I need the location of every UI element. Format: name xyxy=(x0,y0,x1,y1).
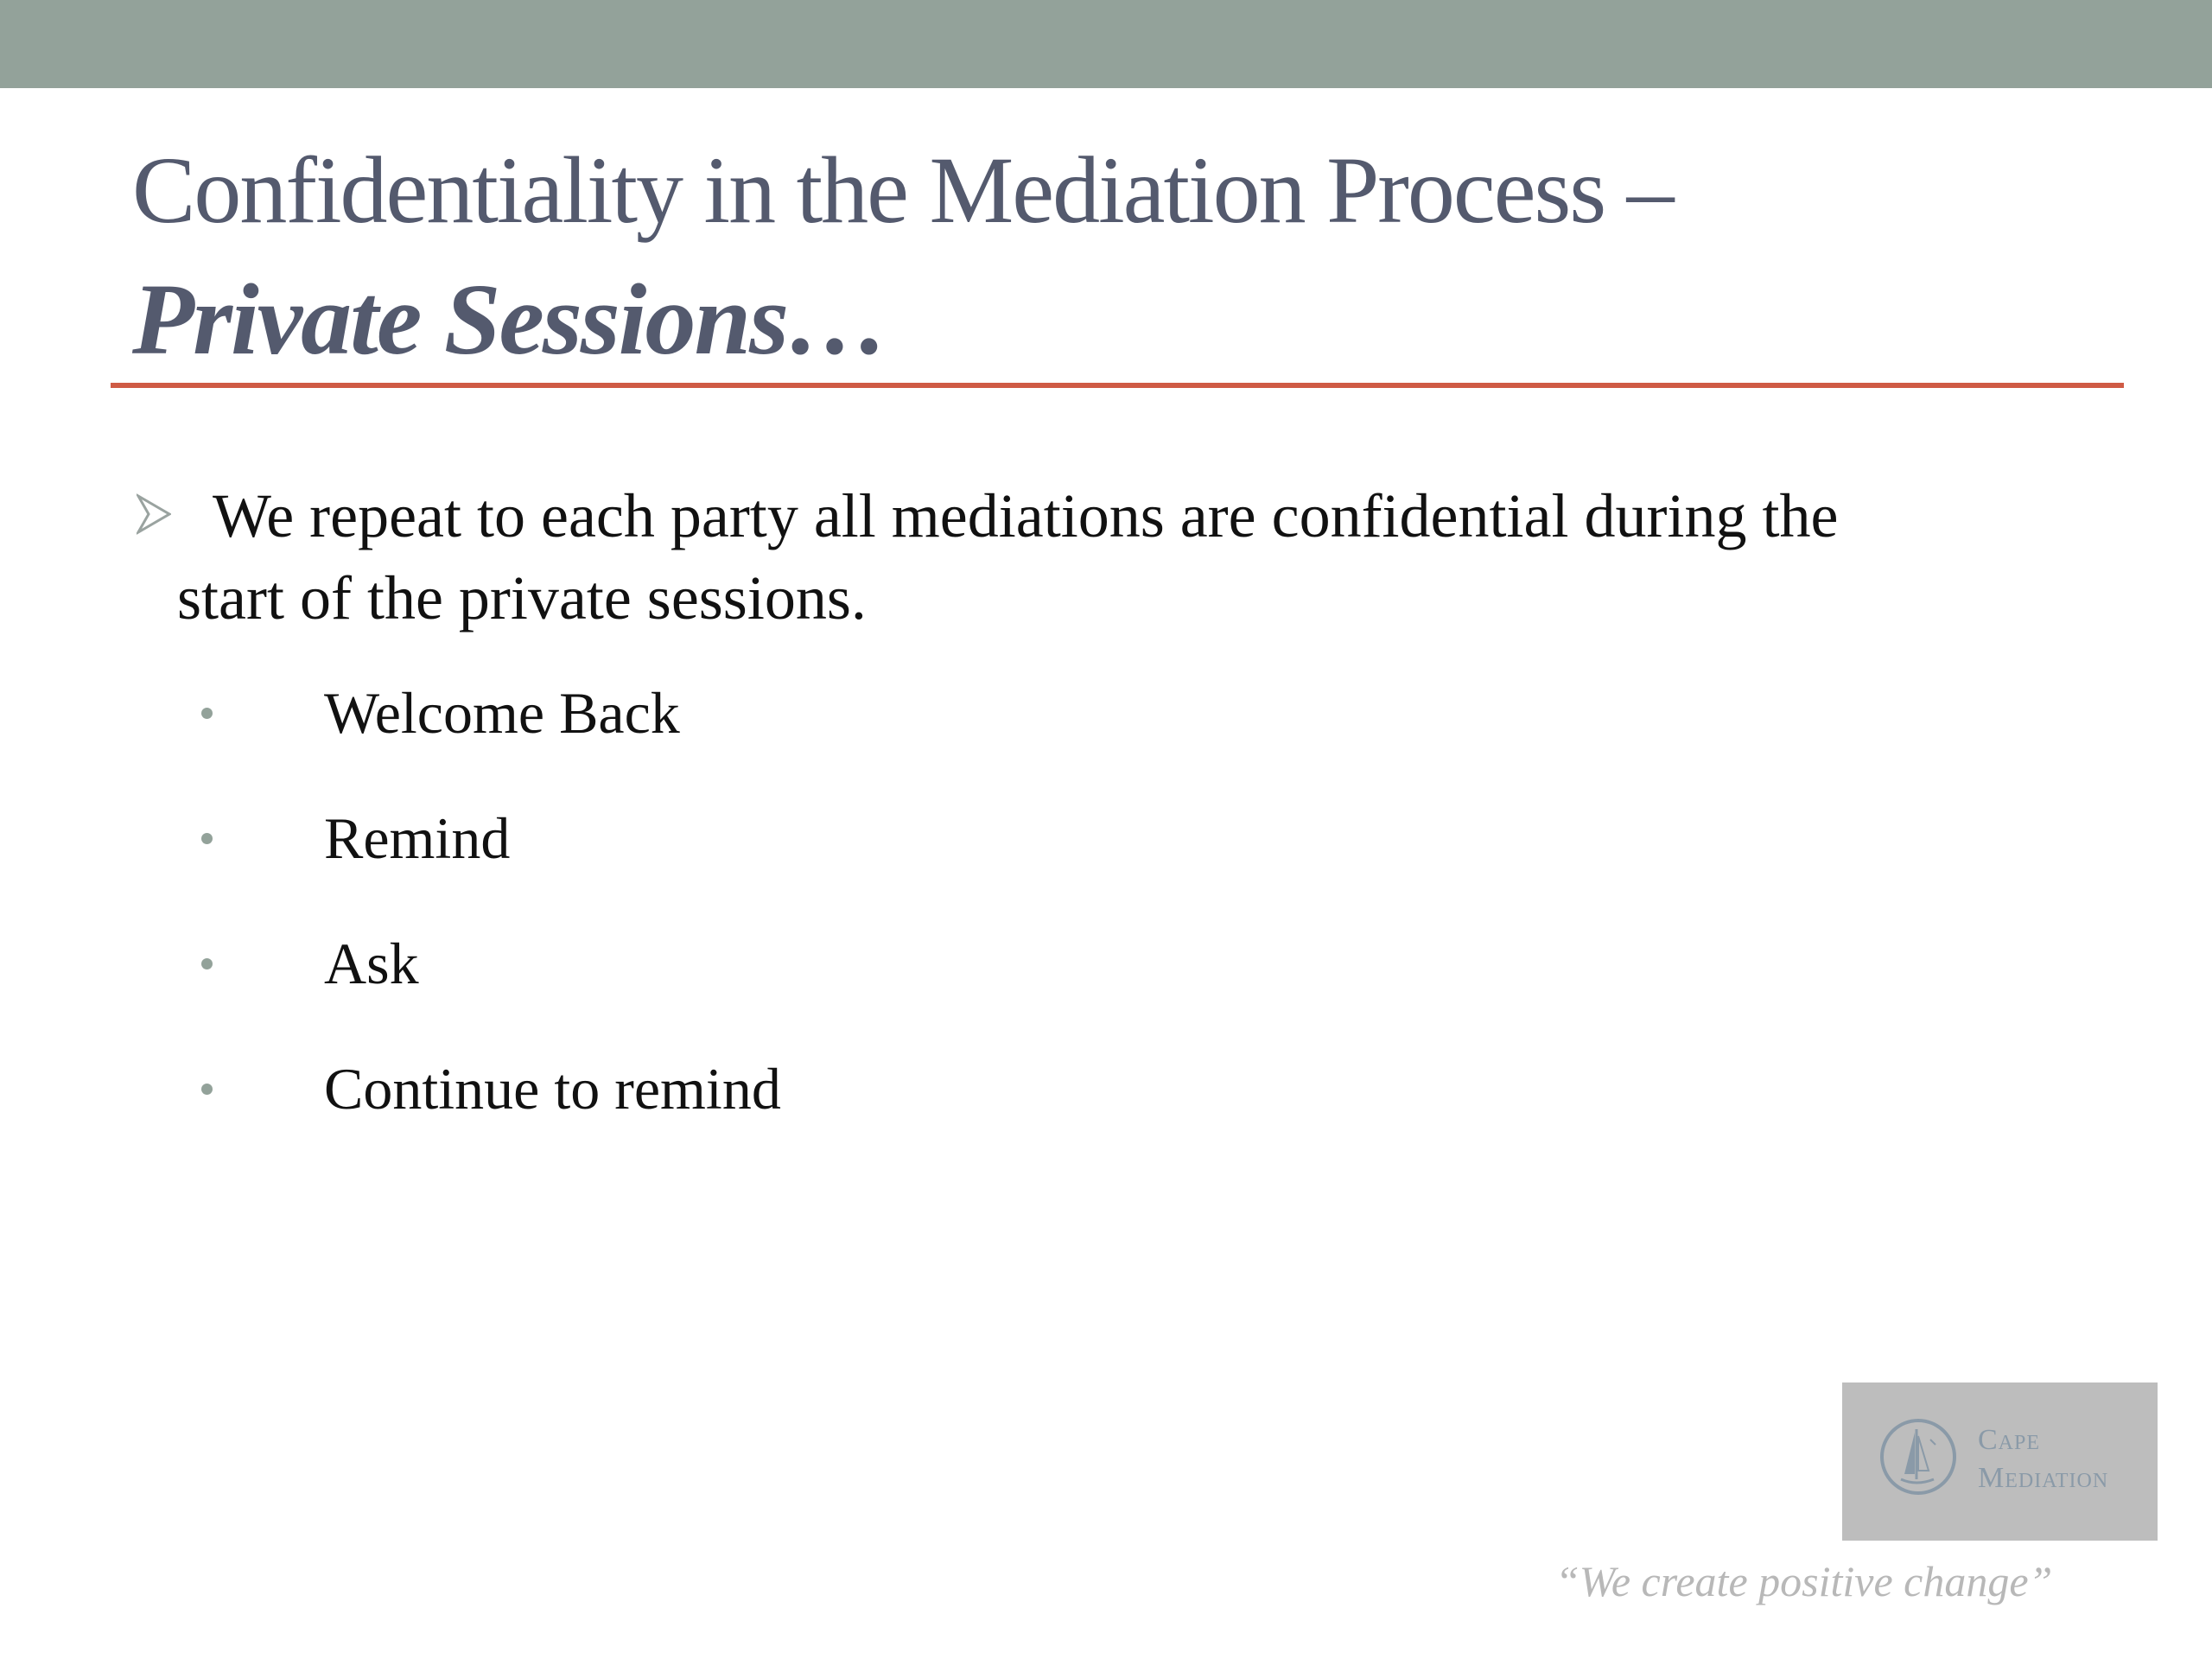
sub-item-label: Ask xyxy=(324,931,419,996)
sailboat-icon xyxy=(1878,1417,1958,1497)
main-bullet-line1: We repeat to each party all mediations are confidential during the xyxy=(213,481,1839,550)
bullet-dot-icon xyxy=(201,708,213,719)
slide-title: Confidentiality in the Mediation Process – xyxy=(132,137,1673,243)
cape-mediation-logo xyxy=(1842,1382,2158,1541)
bullet-dot-icon xyxy=(201,958,213,969)
main-bullet xyxy=(137,475,2072,639)
slide-subtitle: Private Sessions… xyxy=(132,263,887,376)
top-band xyxy=(0,0,2212,88)
tagline: “We create positive change” xyxy=(1555,1557,2053,1605)
logo-line2: Mediation xyxy=(1978,1462,2109,1494)
title-divider xyxy=(111,383,2124,388)
arrow-bullet-icon xyxy=(137,493,171,536)
logo-line1: Cape xyxy=(1978,1424,2041,1456)
bullet-dot-icon xyxy=(201,1084,213,1095)
main-bullet-line2: start of the private sessions. xyxy=(177,563,867,632)
sub-item-label: Continue to remind xyxy=(324,1056,781,1122)
sub-item-label: Remind xyxy=(324,805,511,871)
bullet-dot-icon xyxy=(201,833,213,844)
logo-wordmark xyxy=(1978,1421,2108,1497)
sub-item-label: Welcome Back xyxy=(324,680,680,746)
